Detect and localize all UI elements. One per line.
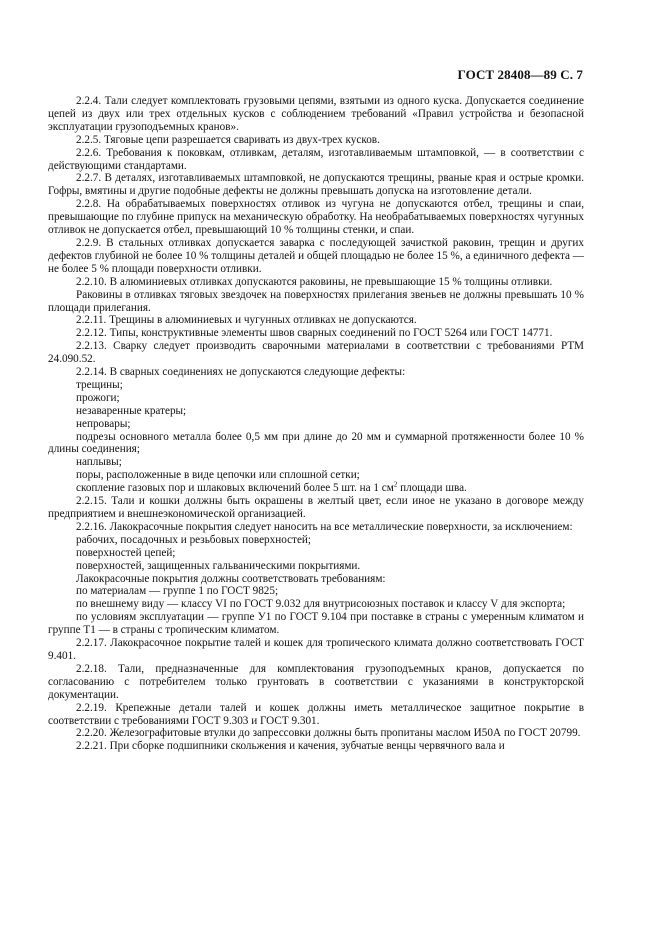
requirement-item: по условиям эксплуатации — группе У1 по ГОСТ 9.104 при поставке в страны с умеренным климатом и группе Т1 — в страны с тропическим климатом. [48, 611, 584, 637]
paragraph-2-2-8: 2.2.8. На обрабатываемых поверхностях отливок из чугуна не допускаются отбел, трещины и спаи, превышающие по глубине припуск на механическую обработку. На необрабатываемых поверхностях чугунных отливок не допускается отбел, превышающий 10 % толщины стенки, и спаи. [48, 198, 584, 237]
defect-item: непровары; [76, 417, 131, 430]
pore-line-tail: площади шва. [397, 482, 467, 495]
exception-item: поверхностей цепей; [76, 546, 176, 559]
paragraph-2-2-4: 2.2.4. Тали следует комплектовать грузовыми цепями, взятыми из одного куска. Допускается соединение цепей из двух или трех отдельных кусков с соблюдением требований «Правил устройства и безопасной эксплуатации грузоподъемных кранов». [48, 95, 584, 133]
paragraph-2-2-19: 2.2.19. Крепежные детали талей и кошек должны иметь металлическое защитное покрытие в соответствии с требованиями ГОСТ 9.303 и ГОСТ 9.301. [48, 701, 584, 727]
paragraph-2-2-5: 2.2.5. Тяговые цепи разрешается сваривать из двух-трех кусков. [76, 133, 380, 146]
paragraph-sprockets: Раковины в отливках тяговых звездочек на поверхностях прилегания звеньев не должны превышать 10 % площади прилегания. [48, 288, 584, 314]
pore-line-text: скопление газовых пор и шлаковых включений более 5 шт. на 1 см [76, 482, 394, 495]
defect-item: подрезы основного металла более 0,5 мм при длине до 20 мм и суммарной протяженности более 10 % длины соединения; [48, 430, 584, 456]
requirement-item: по материалам — группе 1 по ГОСТ 9825; [76, 585, 279, 598]
exception-item: поверхностей, защищенных гальваническими покрытиями. [76, 559, 361, 572]
paragraph-2-2-10: 2.2.10. В алюминиевых отливках допускаются раковины, не превышающие 15 % толщины отливки. [76, 275, 553, 288]
paragraph-2-2-16: 2.2.16. Лакокрасочные покрытия следует наносить на все металлические поверхности, за исключением: [76, 520, 573, 533]
superscript-exponent: 2 [393, 480, 398, 489]
defect-item: незаваренные кратеры; [76, 404, 187, 417]
paragraph-2-2-18: 2.2.18. Тали, предназначенные для комплектования грузоподъемных кранов, допускается по согласованию с потребителем только грунтовать в соответствии с указаниями в конструкторской документации. [48, 662, 584, 701]
paragraph-2-2-17: 2.2.17. Лакокрасочное покрытие талей и кошек для тропического климата должно соответствовать ГОСТ 9.401. [48, 637, 584, 662]
paragraph-coating-requirements: Лакокрасочные покрытия должны соответствовать требованиям: [76, 572, 386, 585]
paragraph-2-2-13: 2.2.13. Сварку следует производить сварочными материалами в соответствии с требованиями РТМ 24.090.52. [48, 340, 584, 366]
document-body [48, 95, 584, 753]
paragraph-2-2-21: 2.2.21. При сборке подшипники скольжения и качения, зубчатые венцы червячного вала и [76, 740, 505, 753]
defect-item: поры, расположенные в виде цепочки или сплошной сетки; [76, 469, 360, 482]
paragraph-2-2-20: 2.2.20. Железографитовые втулки до запрессовки должны быть пропитаны маслом И50А по ГОСТ 20799. [76, 727, 581, 740]
paragraph-2-2-14: 2.2.14. В сварных соединениях не допускаются следующие дефекты: [76, 366, 406, 379]
exception-item: рабочих, посадочных и резьбовых поверхностей; [76, 533, 312, 546]
defect-item: наплывы; [76, 456, 122, 469]
paragraph-2-2-9: 2.2.9. В стальных отливках допускается заварка с последующей зачисткой раковин, трещин и других дефектов глубиной не более 10 % толщины деталей и общей площадью не более 15 %, а единичного дефекта — не более 5 % площади поверхности отливки. [48, 236, 584, 275]
paragraph-2-2-12: 2.2.12. Типы, конструктивные элементы швов сварных соединений по ГОСТ 5264 или ГОСТ 14771. [76, 327, 553, 340]
paragraph-2-2-6: 2.2.6. Требования к поковкам, отливкам, деталям, изготавливаемым штамповкой, — в соответствии с действующими стандартами. [48, 146, 584, 172]
requirement-item: по внешнему виду — классу VI по ГОСТ 9.032 для внутрисоюзных поставок и классу V для экспорта; [76, 598, 566, 611]
defect-item: прожоги; [76, 391, 120, 404]
defect-item [48, 482, 584, 495]
page-header: ГОСТ 28408—89 С. 7 [457, 67, 583, 82]
defect-item: трещины; [76, 378, 123, 391]
paragraph-2-2-7: 2.2.7. В деталях, изготавливаемых штамповкой, не допускаются трещины, рваные края и острые кромки. Гофры, вмятины и другие подобные дефекты не должны превышать допуска на изготовление детали. [48, 172, 584, 198]
paragraph-2-2-15: 2.2.15. Тали и кошки должны быть окрашены в желтый цвет, если иное не указано в договоре между предприятием и внешнеэкономической организацией. [48, 495, 584, 520]
paragraph-2-2-11: 2.2.11. Трещины в алюминиевых и чугунных отливках не допускаются. [76, 314, 417, 327]
